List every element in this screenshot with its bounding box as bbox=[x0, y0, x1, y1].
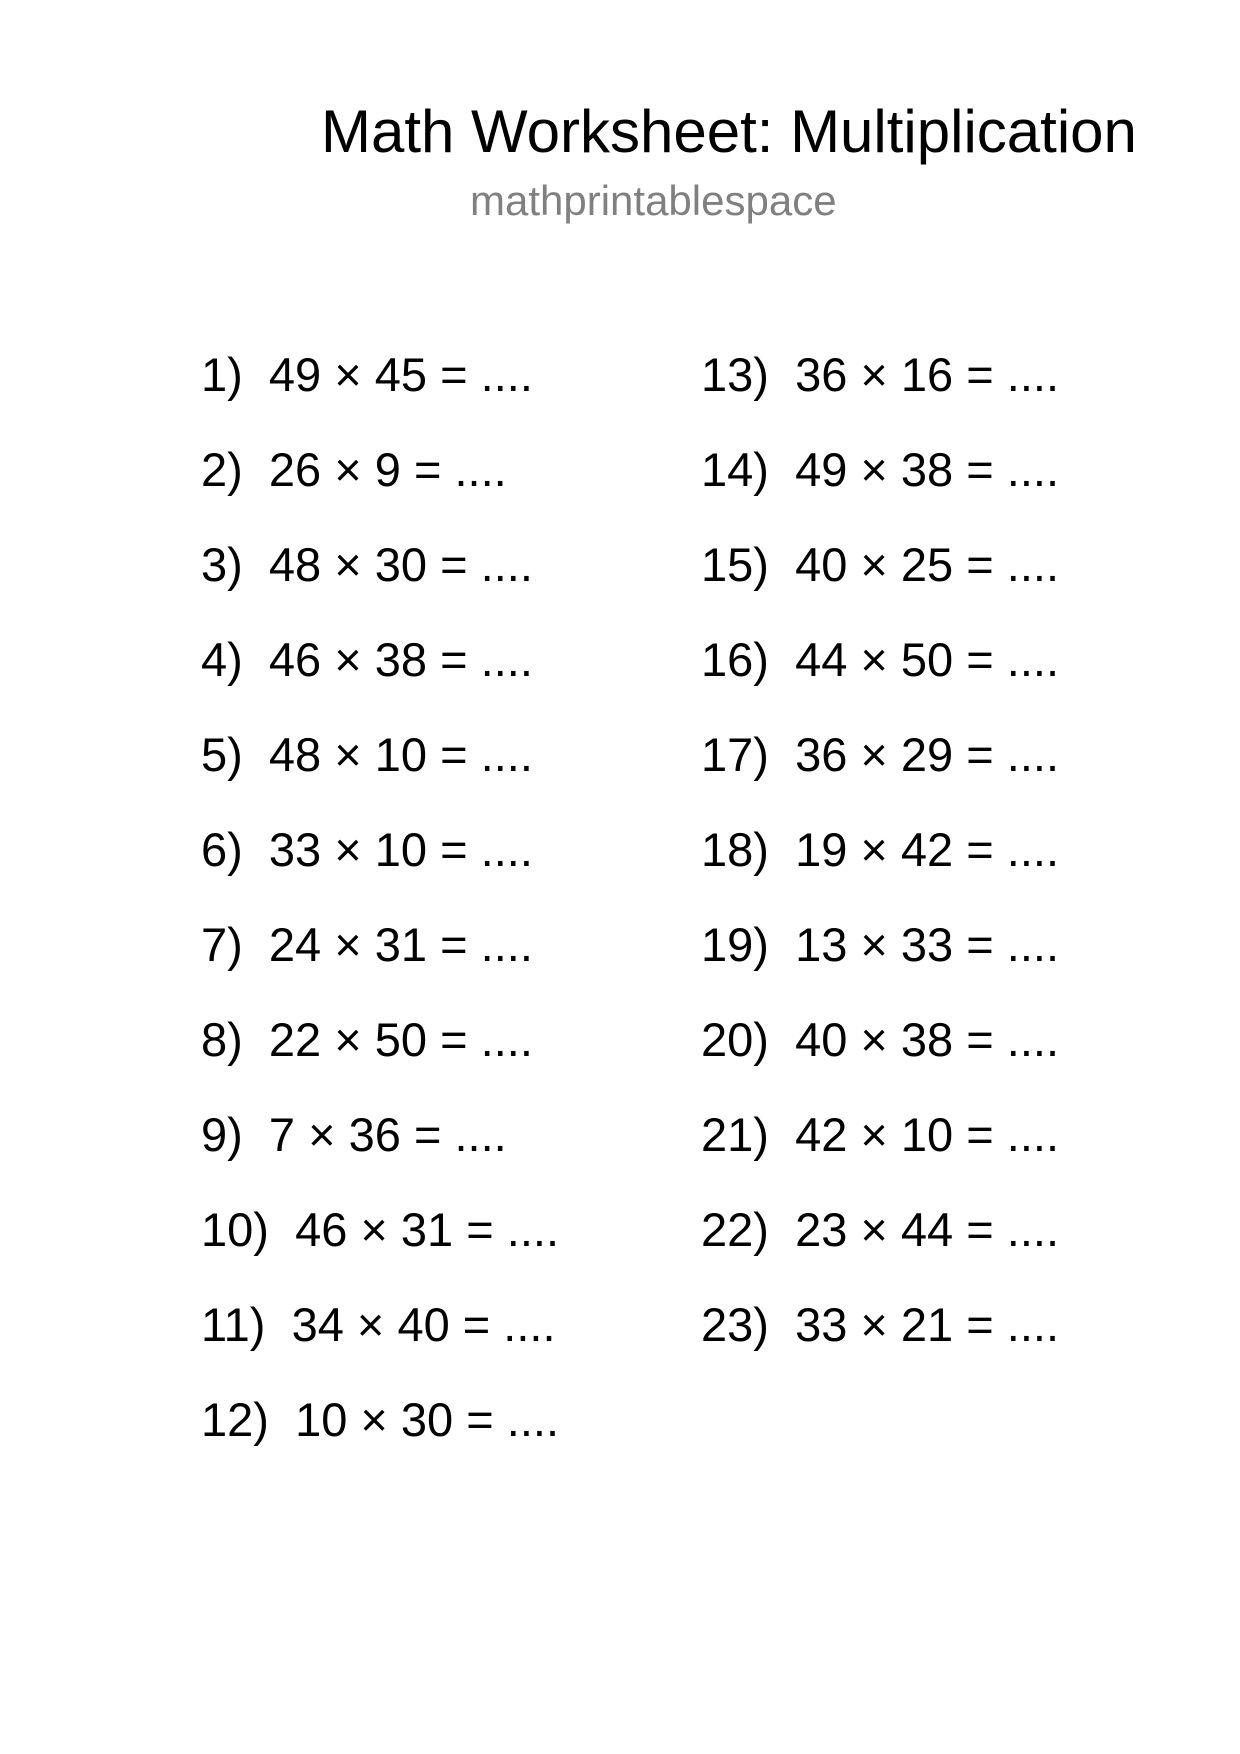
problem-number: 10) bbox=[201, 1203, 269, 1256]
problem-item bbox=[701, 727, 1059, 822]
operand-b: 9 bbox=[374, 443, 401, 496]
problem-number: 18) bbox=[701, 823, 769, 876]
problem-number: 20) bbox=[701, 1013, 769, 1066]
operand-a: 40 bbox=[795, 538, 848, 591]
equals-sign: = bbox=[466, 1393, 494, 1446]
problem-item bbox=[701, 347, 1059, 442]
equals-sign: = bbox=[966, 633, 994, 686]
operand-b: 44 bbox=[900, 1203, 954, 1256]
operator-multiply: × bbox=[860, 823, 888, 876]
problem-item bbox=[701, 442, 1059, 537]
operator-multiply: × bbox=[334, 633, 362, 686]
operator-multiply: × bbox=[334, 1013, 362, 1066]
problem-item bbox=[201, 347, 559, 442]
problem-number: 23) bbox=[701, 1298, 769, 1351]
answer-blank[interactable]: .... bbox=[1006, 1013, 1060, 1066]
equals-sign: = bbox=[440, 823, 468, 876]
problem-number: 11) bbox=[201, 1298, 266, 1351]
problem-item bbox=[701, 822, 1059, 917]
equals-sign: = bbox=[413, 443, 442, 496]
operator-multiply: × bbox=[860, 1203, 888, 1256]
operand-a: 23 bbox=[795, 1203, 848, 1256]
equals-sign: = bbox=[413, 1108, 442, 1161]
answer-blank[interactable]: .... bbox=[1006, 1108, 1060, 1161]
answer-blank[interactable]: .... bbox=[506, 1393, 560, 1446]
problem-number: 15) bbox=[701, 538, 769, 591]
operand-b: 45 bbox=[374, 348, 428, 401]
problem-number: 1) bbox=[201, 348, 243, 401]
operator-multiply: × bbox=[860, 918, 888, 971]
operator-multiply: × bbox=[334, 728, 362, 781]
operator-multiply: × bbox=[860, 1298, 888, 1351]
operand-a: 46 bbox=[295, 1203, 348, 1256]
operator-multiply: × bbox=[860, 443, 888, 496]
operand-b: 40 bbox=[397, 1298, 450, 1351]
equals-sign: = bbox=[966, 348, 994, 401]
problem-item bbox=[701, 537, 1059, 632]
problem-number: 19) bbox=[701, 918, 769, 971]
equals-sign: = bbox=[440, 538, 468, 591]
operand-a: 49 bbox=[795, 443, 848, 496]
operand-a: 40 bbox=[795, 1013, 848, 1066]
answer-blank[interactable]: .... bbox=[480, 538, 533, 591]
problem-item bbox=[201, 1297, 559, 1392]
answer-blank[interactable]: .... bbox=[1006, 918, 1060, 971]
answer-blank[interactable]: .... bbox=[1006, 1203, 1060, 1256]
problem-number: 17) bbox=[701, 728, 769, 781]
answer-blank[interactable]: .... bbox=[480, 348, 533, 401]
operand-a: 22 bbox=[268, 1013, 322, 1066]
operand-b: 29 bbox=[900, 728, 954, 781]
answer-blank[interactable]: .... bbox=[480, 728, 533, 781]
operator-multiply: × bbox=[308, 1108, 336, 1161]
operator-multiply: × bbox=[860, 348, 888, 401]
operand-b: 38 bbox=[900, 1013, 954, 1066]
equals-sign: = bbox=[440, 728, 468, 781]
operand-a: 7 bbox=[268, 1108, 296, 1161]
equals-sign: = bbox=[440, 348, 468, 401]
operator-multiply: × bbox=[860, 728, 888, 781]
equals-sign: = bbox=[966, 538, 994, 591]
answer-blank[interactable]: .... bbox=[503, 1298, 556, 1351]
equals-sign: = bbox=[440, 633, 468, 686]
operator-multiply: × bbox=[334, 823, 362, 876]
problem-item bbox=[201, 822, 559, 917]
operator-multiply: × bbox=[334, 538, 362, 591]
operand-b: 10 bbox=[374, 823, 428, 876]
answer-blank[interactable]: .... bbox=[506, 1203, 560, 1256]
equals-sign: = bbox=[966, 443, 994, 496]
operand-b: 21 bbox=[900, 1298, 954, 1351]
operand-a: 13 bbox=[795, 918, 848, 971]
equals-sign: = bbox=[966, 728, 994, 781]
operand-a: 24 bbox=[268, 918, 322, 971]
equals-sign: = bbox=[966, 823, 994, 876]
problem-item bbox=[701, 1107, 1059, 1202]
problem-item bbox=[701, 1012, 1059, 1107]
operator-multiply: × bbox=[860, 538, 888, 591]
operand-b: 38 bbox=[374, 633, 428, 686]
operator-multiply: × bbox=[334, 918, 362, 971]
problem-item bbox=[201, 727, 559, 822]
problem-item bbox=[201, 1107, 559, 1202]
operand-b: 31 bbox=[374, 918, 428, 971]
answer-blank[interactable]: .... bbox=[1006, 728, 1060, 781]
equals-sign: = bbox=[966, 1298, 994, 1351]
operand-a: 34 bbox=[291, 1298, 344, 1351]
answer-blank[interactable]: .... bbox=[1006, 348, 1060, 401]
answer-blank[interactable]: .... bbox=[1006, 443, 1060, 496]
problem-item bbox=[201, 1392, 559, 1487]
operand-a: 10 bbox=[295, 1393, 348, 1446]
problem-number: 4) bbox=[201, 633, 243, 686]
problem-column-right bbox=[701, 347, 1059, 1392]
problem-number: 12) bbox=[201, 1393, 269, 1446]
answer-blank[interactable]: .... bbox=[1006, 823, 1060, 876]
operand-b: 36 bbox=[348, 1108, 401, 1161]
answer-blank[interactable]: .... bbox=[1006, 538, 1060, 591]
equals-sign: = bbox=[966, 1203, 994, 1256]
answer-blank[interactable]: .... bbox=[480, 633, 533, 686]
problem-number: 2) bbox=[201, 443, 243, 496]
answer-blank[interactable]: .... bbox=[454, 443, 507, 496]
problem-item bbox=[201, 917, 559, 1012]
equals-sign: = bbox=[966, 918, 994, 971]
problem-number: 16) bbox=[701, 633, 769, 686]
problem-item bbox=[201, 537, 559, 632]
operator-multiply: × bbox=[860, 633, 888, 686]
problem-number: 7) bbox=[201, 918, 243, 971]
problem-item bbox=[201, 632, 559, 727]
answer-blank[interactable]: .... bbox=[480, 823, 533, 876]
operand-b: 10 bbox=[900, 1108, 954, 1161]
operand-b: 42 bbox=[900, 823, 954, 876]
problem-item bbox=[201, 1202, 559, 1297]
problem-item bbox=[701, 1202, 1059, 1297]
operand-b: 50 bbox=[374, 1013, 428, 1066]
equals-sign: = bbox=[462, 1298, 491, 1351]
problem-number: 8) bbox=[201, 1013, 243, 1066]
problem-column-left bbox=[201, 347, 559, 1487]
operator-multiply: × bbox=[334, 443, 362, 496]
operand-a: 46 bbox=[268, 633, 322, 686]
operand-b: 38 bbox=[900, 443, 954, 496]
operator-multiply: × bbox=[860, 1108, 888, 1161]
worksheet-title: Math Worksheet: Multiplication bbox=[321, 98, 1137, 165]
operator-multiply: × bbox=[360, 1203, 388, 1256]
answer-blank[interactable]: .... bbox=[480, 918, 533, 971]
problem-number: 14) bbox=[701, 443, 769, 496]
problem-number: 3) bbox=[201, 538, 243, 591]
operand-b: 50 bbox=[900, 633, 954, 686]
operand-a: 44 bbox=[795, 633, 848, 686]
equals-sign: = bbox=[966, 1013, 994, 1066]
problem-item bbox=[201, 442, 559, 537]
operand-b: 33 bbox=[900, 918, 954, 971]
problem-number: 21) bbox=[701, 1108, 769, 1161]
operand-a: 19 bbox=[795, 823, 848, 876]
problem-number: 13) bbox=[701, 348, 769, 401]
problem-number: 22) bbox=[701, 1203, 769, 1256]
operand-b: 30 bbox=[374, 538, 428, 591]
problem-number: 9) bbox=[201, 1108, 243, 1161]
problem-number: 5) bbox=[201, 728, 243, 781]
operand-a: 49 bbox=[268, 348, 322, 401]
answer-blank[interactable]: .... bbox=[1006, 1298, 1060, 1351]
operand-a: 36 bbox=[795, 728, 848, 781]
answer-blank[interactable]: .... bbox=[1006, 633, 1060, 686]
operator-multiply: × bbox=[356, 1298, 385, 1351]
equals-sign: = bbox=[440, 918, 468, 971]
operand-a: 33 bbox=[268, 823, 322, 876]
problem-item bbox=[701, 632, 1059, 727]
operand-a: 33 bbox=[795, 1298, 848, 1351]
operand-b: 25 bbox=[900, 538, 954, 591]
answer-blank[interactable]: .... bbox=[454, 1108, 507, 1161]
operand-b: 30 bbox=[400, 1393, 454, 1446]
operator-multiply: × bbox=[860, 1013, 888, 1066]
equals-sign: = bbox=[466, 1203, 494, 1256]
worksheet-subtitle: mathprintablespace bbox=[470, 177, 837, 224]
problem-item bbox=[201, 1012, 559, 1107]
operator-multiply: × bbox=[334, 348, 362, 401]
operand-a: 26 bbox=[268, 443, 322, 496]
problem-item bbox=[701, 1297, 1059, 1392]
operand-b: 16 bbox=[900, 348, 954, 401]
equals-sign: = bbox=[966, 1108, 994, 1161]
answer-blank[interactable]: .... bbox=[480, 1013, 533, 1066]
operator-multiply: × bbox=[360, 1393, 388, 1446]
operand-a: 36 bbox=[795, 348, 848, 401]
equals-sign: = bbox=[440, 1013, 468, 1066]
operand-b: 31 bbox=[400, 1203, 454, 1256]
operand-a: 42 bbox=[795, 1108, 848, 1161]
operand-b: 10 bbox=[374, 728, 428, 781]
operand-a: 48 bbox=[268, 728, 322, 781]
problem-item bbox=[701, 917, 1059, 1012]
problem-number: 6) bbox=[201, 823, 243, 876]
operand-a: 48 bbox=[268, 538, 322, 591]
